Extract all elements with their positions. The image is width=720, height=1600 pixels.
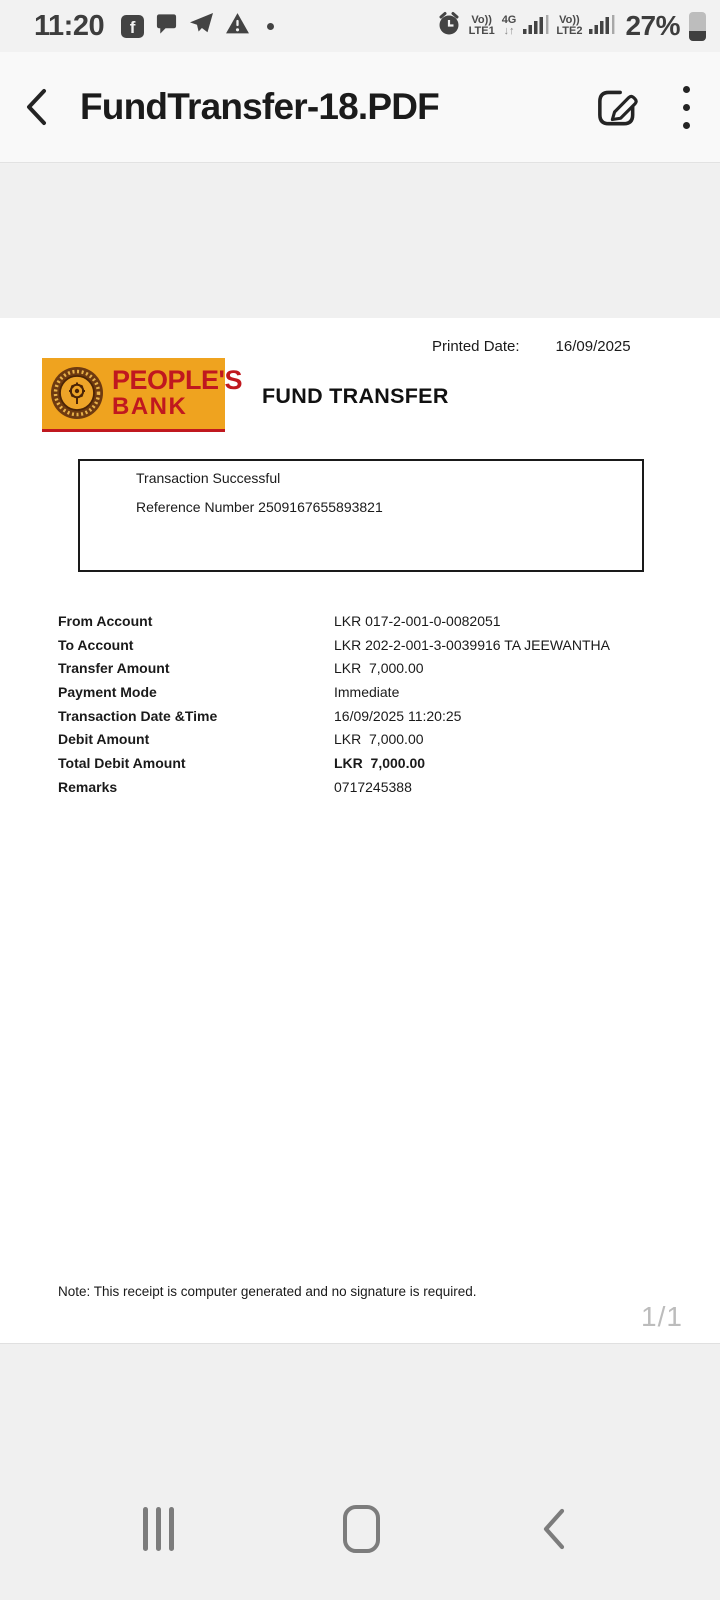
detail-row-transfer-amount: Transfer Amount LKR 7,000.00 [58, 660, 424, 677]
telegram-icon [189, 12, 214, 40]
notification-dot [267, 23, 274, 30]
detail-row-debit-amount: Debit Amount LKR 7,000.00 [58, 731, 424, 748]
document-title: FUND TRANSFER [262, 384, 449, 408]
back-button[interactable] [22, 86, 52, 128]
app-header [0, 52, 720, 163]
detail-row-transaction-datetime: Transaction Date &Time 16/09/2025 11:20:25 [58, 707, 462, 724]
volte2-indicator: Vo)) LTE2 [556, 13, 583, 37]
nav-back-button[interactable] [526, 1498, 582, 1560]
detail-row-remarks: Remarks 0717245388 [58, 778, 412, 795]
printed-date-label: Printed Date: [432, 338, 520, 355]
peoples-bank-logo [42, 358, 242, 429]
status-bar [0, 0, 720, 52]
bank-name-line2: BANK [112, 393, 188, 420]
detail-row-to-account: To Account LKR 202-2-001-3-0039916 TA JEEWANTHA [58, 636, 610, 653]
detail-row-from-account: From Account LKR 017-2-001-0-0082051 [58, 612, 501, 629]
transaction-details [0, 609, 720, 799]
recents-button[interactable] [128, 1494, 188, 1564]
transaction-status: Transaction Successful [136, 470, 281, 486]
transaction-status-box [78, 459, 644, 572]
edit-icon[interactable] [591, 82, 641, 132]
printed-date-value: 16/09/2025 [555, 338, 631, 355]
alarm-icon [436, 11, 462, 42]
bank-emblem-icon [48, 364, 106, 422]
home-button[interactable] [333, 1498, 389, 1560]
overflow-menu-icon[interactable] [679, 82, 694, 133]
receipt-note: Note: This receipt is computer generated and no signature is required. [58, 1284, 477, 1299]
warning-icon [225, 12, 250, 40]
battery-percent: 27% [625, 10, 680, 41]
signal-bars-icon-2 [589, 12, 615, 41]
chat-icon [155, 12, 178, 40]
signal-bars-icon-1 [523, 12, 549, 41]
detail-row-total-debit-amount: Total Debit Amount LKR 7,000.00 [58, 754, 426, 771]
bank-name-line1: PEOPLE'S [112, 365, 242, 395]
detail-row-payment-mode: Payment Mode Immediate [58, 683, 400, 700]
pdf-page[interactable] [0, 318, 720, 1344]
file-title: FundTransfer-18.PDF [80, 86, 439, 127]
volte1-indicator: Vo)) LTE1 [468, 13, 495, 37]
page-indicator: 1/1 [641, 1301, 683, 1332]
facebook-icon: f [121, 15, 144, 38]
printed-date-row [432, 338, 631, 355]
navigation-bar [0, 1460, 720, 1600]
clock-time: 11:20 [34, 9, 105, 42]
reference-number: Reference Number 2509167655893821 [136, 499, 383, 515]
network-4g-indicator: 4G ↓↑ [501, 13, 517, 37]
battery-icon [689, 12, 706, 41]
